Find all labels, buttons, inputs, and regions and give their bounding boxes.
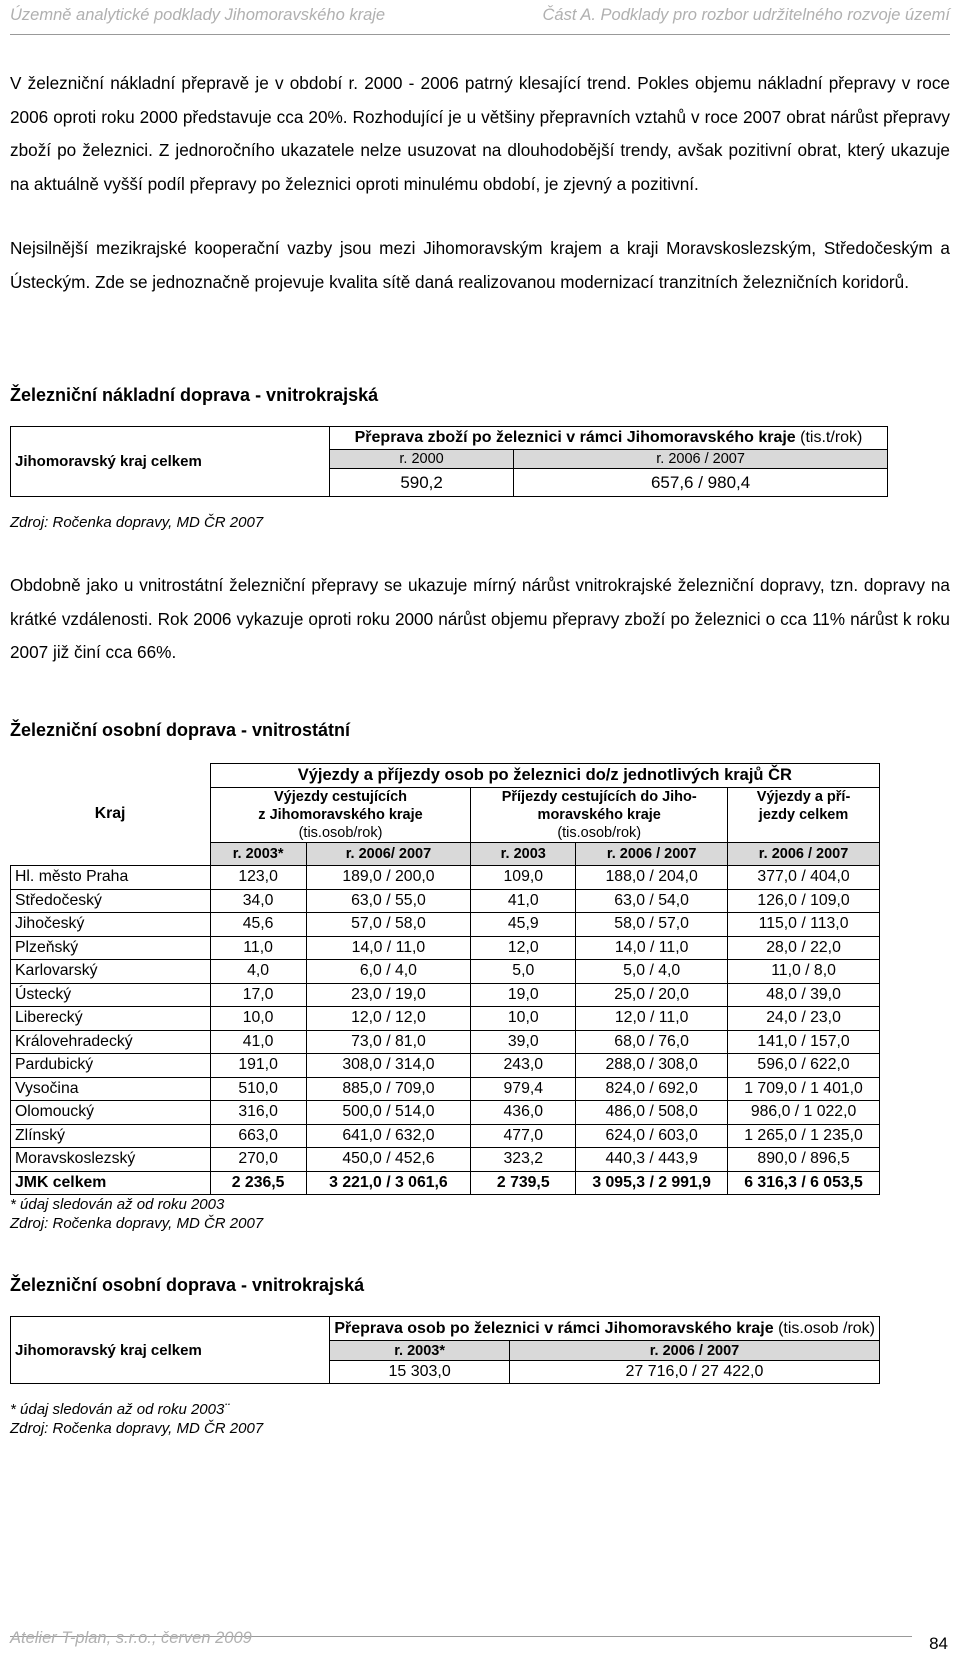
table-cell: 12,0 / 11,0 xyxy=(576,1007,728,1031)
region-name: Liberecký xyxy=(11,1007,211,1031)
freight-col1: r. 2000 xyxy=(330,450,514,469)
table-row xyxy=(11,1101,880,1125)
table-cell: 41,0 xyxy=(210,1030,306,1054)
table-cell: 141,0 / 157,0 xyxy=(728,1030,880,1054)
table-row xyxy=(11,1030,880,1054)
table-cell: 663,0 xyxy=(210,1124,306,1148)
total-group-header: Výjezdy a pří- jezdy celkem xyxy=(728,787,880,842)
region-name: Olomoucký xyxy=(11,1101,211,1125)
table-row xyxy=(11,1077,880,1101)
section2-note: * údaj sledován až od roku 2003 xyxy=(10,1196,225,1213)
table-cell: 10,0 xyxy=(471,1007,576,1031)
total-cell: 2 739,5 xyxy=(471,1171,576,1195)
table-total-row xyxy=(11,1171,880,1195)
table-cell: 440,3 / 443,9 xyxy=(576,1148,728,1172)
total-cell: 2 236,5 xyxy=(210,1171,306,1195)
page-footer xyxy=(10,1629,912,1647)
table-cell: 5,0 xyxy=(471,960,576,984)
section3-note: * údaj sledován až od roku 2003¨ xyxy=(10,1401,230,1418)
region-name: Plzeňský xyxy=(11,936,211,960)
table-cell: 25,0 / 20,0 xyxy=(576,983,728,1007)
section3-title: Železniční osobní doprava - vnitrokrajská xyxy=(10,1275,365,1295)
section1-source: Zdroj: Ročenka dopravy, MD ČR 2007 xyxy=(10,514,264,531)
table-cell: 14,0 / 11,0 xyxy=(306,936,471,960)
table-cell: 24,0 / 23,0 xyxy=(728,1007,880,1031)
region-name: Středočeský xyxy=(11,889,211,913)
table-cell: 270,0 xyxy=(210,1148,306,1172)
freight-col2: r. 2006 / 2007 xyxy=(514,450,888,469)
table-cell: 986,0 / 1 022,0 xyxy=(728,1101,880,1125)
table-row xyxy=(11,866,880,890)
table-cell: 189,0 / 200,0 xyxy=(306,866,471,890)
section1-title: Železniční nákladní doprava - vnitrokrajská xyxy=(10,385,379,405)
table-row xyxy=(11,983,880,1007)
region-name: Karlovarský xyxy=(11,960,211,984)
passenger-main-header: Výjezdy a příjezdy osob po železnici do/z jednotlivých krajů ČR xyxy=(210,764,879,788)
table-cell: 6,0 / 4,0 xyxy=(306,960,471,984)
sub-header: r. 2003 xyxy=(471,842,576,866)
arrivals-group-header: Příjezdy cestujících do Jiho- moravského kraje (tis.osob/rok) xyxy=(471,787,728,842)
kraj-header: Kraj xyxy=(11,764,211,866)
regional-row-label: Jihomoravský kraj celkem xyxy=(11,1317,330,1384)
table-cell: 12,0 xyxy=(471,936,576,960)
table-cell: 323,2 xyxy=(471,1148,576,1172)
region-name: Jihočeský xyxy=(11,913,211,937)
sub-header: r. 2006/ 2007 xyxy=(306,842,471,866)
table-cell: 500,0 / 514,0 xyxy=(306,1101,471,1125)
paragraph-2: Nejsilnější mezikrajské kooperační vazby jsou mezi Jihomoravským krajem a kraji Moravskoslezským, Středočeským a Ústeckým. Zde se jednoznačně projevuje kvalita sítě daná realizovanou modernizací tranzitních železničních koridorů. xyxy=(10,238,950,292)
table-row xyxy=(11,936,880,960)
table-cell: 191,0 xyxy=(210,1054,306,1078)
departures-group-header: Výjezdy cestujících z Jihomoravského kraje (tis.osob/rok) xyxy=(210,787,471,842)
table-cell: 41,0 xyxy=(471,889,576,913)
table-cell: 641,0 / 632,0 xyxy=(306,1124,471,1148)
sub-header: r. 2006 / 2007 xyxy=(728,842,880,866)
region-name: Pardubický xyxy=(11,1054,211,1078)
table-cell: 288,0 / 308,0 xyxy=(576,1054,728,1078)
table-cell: 73,0 / 81,0 xyxy=(306,1030,471,1054)
table-cell: 11,0 / 8,0 xyxy=(728,960,880,984)
region-name: Moravskoslezský xyxy=(11,1148,211,1172)
table-cell: 23,0 / 19,0 xyxy=(306,983,471,1007)
table-cell: 510,0 xyxy=(210,1077,306,1101)
header-left: Územně analytické podklady Jihomoravského kraje xyxy=(10,6,386,24)
table-cell: 308,0 / 314,0 xyxy=(306,1054,471,1078)
table-cell: 596,0 / 622,0 xyxy=(728,1054,880,1078)
freight-header: Přeprava zboží po železnici v rámci Jihomoravského kraje (tis.t/rok) xyxy=(330,427,888,450)
table-cell: 19,0 xyxy=(471,983,576,1007)
table-cell: 450,0 / 452,6 xyxy=(306,1148,471,1172)
freight-val2: 657,6 / 980,4 xyxy=(514,469,888,497)
regional-col1: r. 2003* xyxy=(330,1341,510,1361)
paragraph-3: Obdobně jako u vnitrostátní železniční přepravy se ukazuje mírný nárůst vnitrokrajské železniční dopravy, tzn. dopravy na krátké vzdálenosti. Rok 2006 vykazuje oproti roku 2000 nárůst objemu přepravy zboží po železnici o cca 11% nárůst k roku 2007 již činí cca 66%. xyxy=(10,575,950,662)
header-right: Část A. Podklady pro rozbor udržitelného rozvoje území xyxy=(542,6,950,24)
footer-text: Atelier T-plan, s.r.o.; červen 2009 xyxy=(10,1629,252,1647)
sub-header: r. 2006 / 2007 xyxy=(576,842,728,866)
table-cell: 624,0 / 603,0 xyxy=(576,1124,728,1148)
page-header xyxy=(10,4,950,35)
regional-val1: 15 303,0 xyxy=(330,1361,510,1384)
sub-header: r. 2003* xyxy=(210,842,306,866)
table-row xyxy=(11,913,880,937)
table-row xyxy=(11,889,880,913)
table-cell: 68,0 / 76,0 xyxy=(576,1030,728,1054)
table-row xyxy=(11,1007,880,1031)
regional-col2: r. 2006 / 2007 xyxy=(509,1341,879,1361)
table-cell: 109,0 xyxy=(471,866,576,890)
table-cell: 115,0 / 113,0 xyxy=(728,913,880,937)
table-cell: 1 709,0 / 1 401,0 xyxy=(728,1077,880,1101)
passenger-table xyxy=(10,763,880,1195)
passenger-regional-table xyxy=(10,1316,880,1384)
region-name: Vysočina xyxy=(11,1077,211,1101)
table-cell: 188,0 / 204,0 xyxy=(576,866,728,890)
table-cell: 14,0 / 11,0 xyxy=(576,936,728,960)
table-cell: 45,6 xyxy=(210,913,306,937)
table-cell: 12,0 / 12,0 xyxy=(306,1007,471,1031)
table-cell: 17,0 xyxy=(210,983,306,1007)
table-cell: 63,0 / 55,0 xyxy=(306,889,471,913)
regional-val2: 27 716,0 / 27 422,0 xyxy=(509,1361,879,1384)
table-row xyxy=(11,1054,880,1078)
table-cell: 45,9 xyxy=(471,913,576,937)
region-name: Královehradecký xyxy=(11,1030,211,1054)
table-cell: 890,0 / 896,5 xyxy=(728,1148,880,1172)
table-cell: 10,0 xyxy=(210,1007,306,1031)
table-cell: 979,4 xyxy=(471,1077,576,1101)
table-cell: 28,0 / 22,0 xyxy=(728,936,880,960)
table-cell: 57,0 / 58,0 xyxy=(306,913,471,937)
table-row xyxy=(11,1148,880,1172)
freight-table xyxy=(10,426,888,497)
section3-source: Zdroj: Ročenka dopravy, MD ČR 2007 xyxy=(10,1420,264,1437)
table-cell: 11,0 xyxy=(210,936,306,960)
freight-row-label: Jihomoravský kraj celkem xyxy=(11,427,330,497)
table-cell: 126,0 / 109,0 xyxy=(728,889,880,913)
table-row xyxy=(11,960,880,984)
table-cell: 316,0 xyxy=(210,1101,306,1125)
table-cell: 436,0 xyxy=(471,1101,576,1125)
section2-title: Železniční osobní doprava - vnitrostátní xyxy=(10,720,351,740)
table-cell: 123,0 xyxy=(210,866,306,890)
table-cell: 58,0 / 57,0 xyxy=(576,913,728,937)
total-label: JMK celkem xyxy=(11,1171,211,1195)
table-cell: 63,0 / 54,0 xyxy=(576,889,728,913)
table-cell: 39,0 xyxy=(471,1030,576,1054)
table-cell: 48,0 / 39,0 xyxy=(728,983,880,1007)
freight-val1: 590,2 xyxy=(330,469,514,497)
region-name: Zlínský xyxy=(11,1124,211,1148)
table-cell: 1 265,0 / 1 235,0 xyxy=(728,1124,880,1148)
table-row xyxy=(11,1124,880,1148)
table-cell: 5,0 / 4,0 xyxy=(576,960,728,984)
page-number: 84 xyxy=(929,1634,948,1653)
table-cell: 885,0 / 709,0 xyxy=(306,1077,471,1101)
table-cell: 486,0 / 508,0 xyxy=(576,1101,728,1125)
regional-header: Přeprava osob po železnici v rámci Jihomoravského kraje (tis.osob /rok) xyxy=(330,1317,880,1341)
table-cell: 377,0 / 404,0 xyxy=(728,866,880,890)
total-cell: 3 095,3 / 2 991,9 xyxy=(576,1171,728,1195)
paragraph-1: V železniční nákladní přepravě je v období r. 2000 - 2006 patrný klesající trend. Pokles objemu nákladní přepravy v roce 2006 oproti roku 2000 představuje cca 20%. Rozhodující je u většiny přepravních vztahů v roce 2007 obrat nárůst přepravy zboží po železnici. Z jednoročního ukazatele nelze usuzovat na dlouhodobější trendy, avšak pozitivní obrat, který ukazuje na aktuálně vyšší podíl přepravy po železnici oproti minulému období, je zjevný a pozitivní. xyxy=(10,73,950,194)
region-name: Ústecký xyxy=(11,983,211,1007)
table-cell: 243,0 xyxy=(471,1054,576,1078)
table-cell: 824,0 / 692,0 xyxy=(576,1077,728,1101)
total-cell: 3 221,0 / 3 061,6 xyxy=(306,1171,471,1195)
table-cell: 477,0 xyxy=(471,1124,576,1148)
table-cell: 34,0 xyxy=(210,889,306,913)
total-cell: 6 316,3 / 6 053,5 xyxy=(728,1171,880,1195)
table-cell: 4,0 xyxy=(210,960,306,984)
section2-source: Zdroj: Ročenka dopravy, MD ČR 2007 xyxy=(10,1215,264,1232)
region-name: Hl. město Praha xyxy=(11,866,211,890)
